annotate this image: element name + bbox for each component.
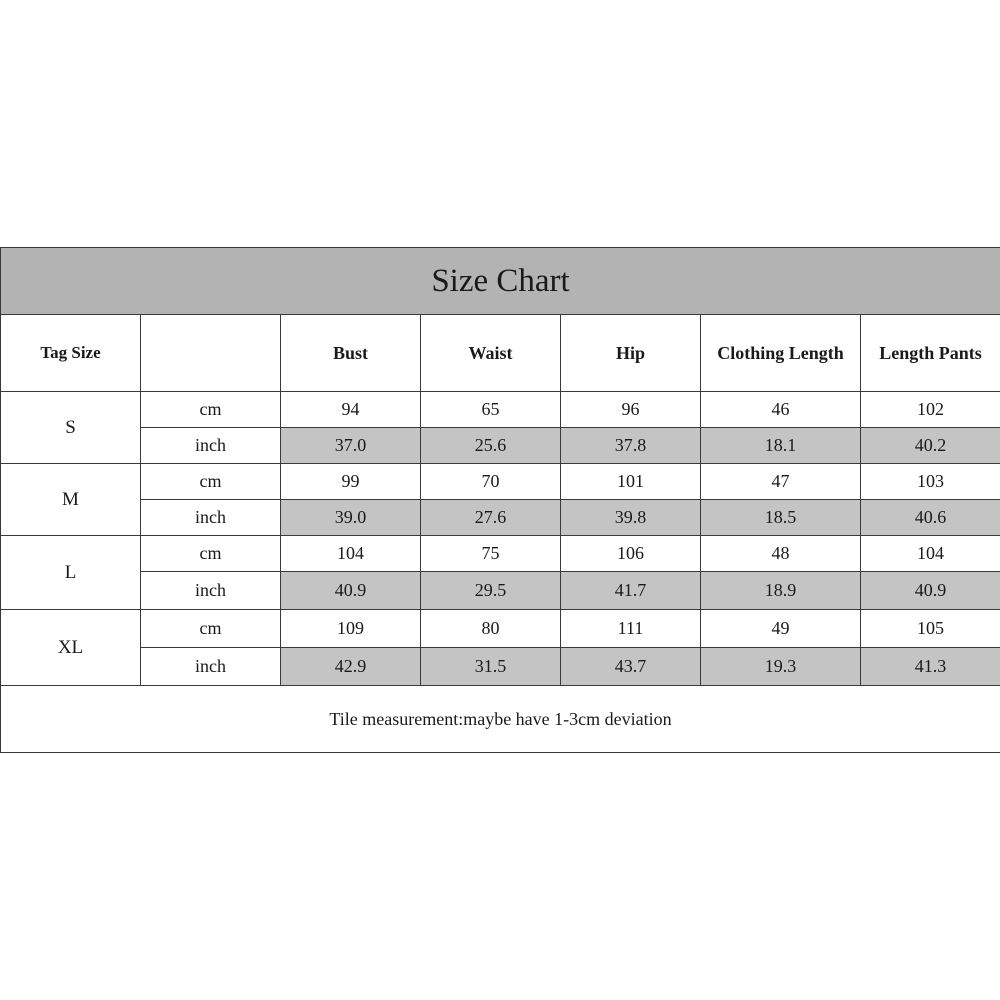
tag-size-cell: XL (1, 610, 141, 686)
waist-cell: 65 (421, 392, 561, 428)
waist-cell: 25.6 (421, 428, 561, 464)
length-pants-cell: 105 (861, 610, 1000, 648)
length-pants-cell: 40.9 (861, 572, 1000, 610)
hip-cell: 39.8 (561, 500, 701, 536)
header-bust: Bust (281, 315, 421, 392)
bust-cell: 94 (281, 392, 421, 428)
length-pants-cell: 40.2 (861, 428, 1000, 464)
header-waist: Waist (421, 315, 561, 392)
tag-size-cell: M (1, 464, 141, 536)
tag-size-cell: L (1, 536, 141, 610)
bust-cell: 99 (281, 464, 421, 500)
table-row (1, 428, 1000, 464)
hip-cell: 111 (561, 610, 701, 648)
table-row (1, 500, 1000, 536)
hip-cell: 106 (561, 536, 701, 572)
waist-cell: 75 (421, 536, 561, 572)
size-chart-title: Size Chart (1, 248, 1000, 315)
clothing-length-cell: 46 (701, 392, 861, 428)
unit-cell: cm (141, 392, 281, 428)
header-tag-size: Tag Size (1, 315, 141, 392)
waist-cell: 80 (421, 610, 561, 648)
length-pants-cell: 40.6 (861, 500, 1000, 536)
clothing-length-cell: 48 (701, 536, 861, 572)
header-hip: Hip (561, 315, 701, 392)
hip-cell: 43.7 (561, 648, 701, 686)
hip-cell: 41.7 (561, 572, 701, 610)
clothing-length-cell: 18.1 (701, 428, 861, 464)
unit-cell: inch (141, 500, 281, 536)
length-pants-cell: 103 (861, 464, 1000, 500)
length-pants-cell: 102 (861, 392, 1000, 428)
measurement-note: Tile measurement:maybe have 1-3cm deviation (1, 686, 1000, 753)
unit-cell: cm (141, 536, 281, 572)
table-row (1, 392, 1000, 428)
unit-cell: inch (141, 428, 281, 464)
bust-cell: 42.9 (281, 648, 421, 686)
length-pants-cell: 41.3 (861, 648, 1000, 686)
unit-cell: cm (141, 464, 281, 500)
clothing-length-cell: 18.5 (701, 500, 861, 536)
waist-cell: 70 (421, 464, 561, 500)
clothing-length-cell: 18.9 (701, 572, 861, 610)
table-row (1, 572, 1000, 610)
clothing-length-cell: 47 (701, 464, 861, 500)
waist-cell: 31.5 (421, 648, 561, 686)
waist-cell: 27.6 (421, 500, 561, 536)
unit-cell: inch (141, 572, 281, 610)
unit-cell: cm (141, 610, 281, 648)
table-row (1, 536, 1000, 572)
tag-size-cell: S (1, 392, 141, 464)
bust-cell: 40.9 (281, 572, 421, 610)
table-row (1, 610, 1000, 648)
header-unit (141, 315, 281, 392)
hip-cell: 96 (561, 392, 701, 428)
table-row (1, 648, 1000, 686)
clothing-length-cell: 49 (701, 610, 861, 648)
header-length-pants: Length Pants (861, 315, 1000, 392)
waist-cell: 29.5 (421, 572, 561, 610)
bust-cell: 109 (281, 610, 421, 648)
hip-cell: 37.8 (561, 428, 701, 464)
clothing-length-cell: 19.3 (701, 648, 861, 686)
bust-cell: 104 (281, 536, 421, 572)
bust-cell: 37.0 (281, 428, 421, 464)
size-chart-table (0, 247, 1000, 753)
table-row (1, 464, 1000, 500)
bust-cell: 39.0 (281, 500, 421, 536)
unit-cell: inch (141, 648, 281, 686)
header-clothing-length: Clothing Length (701, 315, 861, 392)
length-pants-cell: 104 (861, 536, 1000, 572)
hip-cell: 101 (561, 464, 701, 500)
